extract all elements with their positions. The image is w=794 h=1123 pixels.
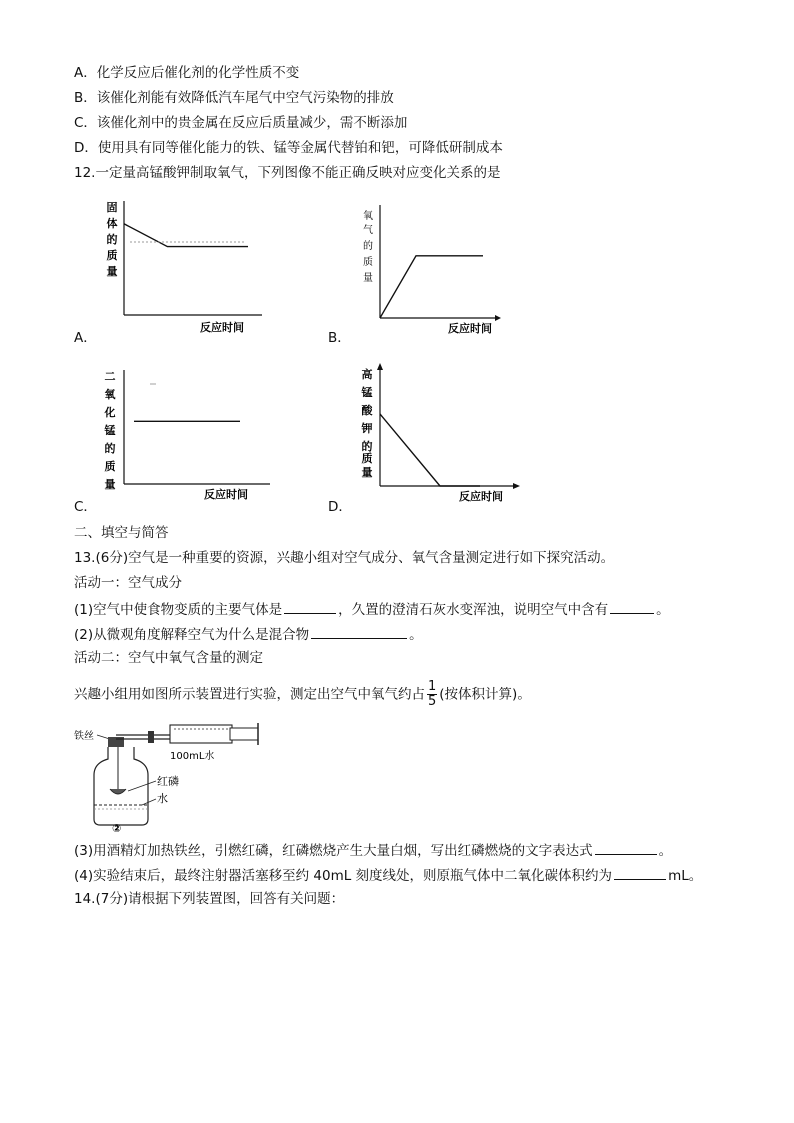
q13-part3-text-b: 。 xyxy=(658,843,673,859)
label-syringe: 100mL水 xyxy=(170,751,215,762)
chart-a-ylabel-char: 固 xyxy=(106,201,118,214)
chart-c-ylabel-char: 质 xyxy=(104,460,116,473)
chart-c-ylabel-char: 的 xyxy=(104,442,116,455)
label-figure-number: ② xyxy=(112,822,122,833)
q13-stem: 13.(6分)空气是一种重要的资源，兴趣小组对空气成分、氧气含量测定进行如下探究活动。 xyxy=(74,550,615,566)
chart-d-xlabel: 反应时间 xyxy=(459,490,503,503)
chart-d-option: D． xyxy=(328,499,352,515)
chart-a-ylabel xyxy=(107,200,118,278)
chart-a xyxy=(100,195,270,335)
chart-d-y-arrow xyxy=(377,363,383,370)
q13-intro-text-a: 兴趣小组用如图所示装置进行实验，测定出空气中氧气约占 xyxy=(74,686,425,703)
chart-d-ylabel xyxy=(361,367,374,479)
q13-activity1: 活动一：空气成分 xyxy=(74,575,182,591)
q13-part1-text-c: 。 xyxy=(656,602,670,618)
chart-b-ylabel-char: 量 xyxy=(363,273,373,284)
chart-d-x-arrow xyxy=(513,483,520,489)
answer-blank-3[interactable] xyxy=(311,624,407,639)
q13-part4 xyxy=(74,865,702,885)
chart-a-ylabel-char: 质 xyxy=(106,249,118,262)
fraction-numerator: 1 xyxy=(428,679,437,694)
chart-d-ylabel-char: 锰 xyxy=(361,386,373,399)
chart-b-option: B． xyxy=(328,330,351,346)
chart-a-ylabel-char: 的 xyxy=(106,233,118,246)
chart-c-ylabel-char: 氧 xyxy=(104,388,116,401)
chart-b-series-line xyxy=(380,256,483,318)
chart-d xyxy=(355,362,525,507)
label-iron-wire: 铁丝 xyxy=(74,731,94,742)
chart-b-xlabel: 反应时间 xyxy=(448,322,492,335)
q11-option-d: D．使用具有同等催化能力的铁、锰等金属代替铂和钯，可降低研制成本 xyxy=(74,140,503,156)
q13-part3-text-a: (3)用酒精灯加热铁丝，引燃红磷，红磷燃烧产生大量白烟，写出红磷燃烧的文字表达式 xyxy=(74,843,593,859)
syringe-barrel xyxy=(170,725,232,743)
chart-b xyxy=(355,205,505,337)
q13-activity2: 活动二：空气中氧气含量的测定 xyxy=(74,650,263,666)
red-phosphorus-leader xyxy=(128,781,156,791)
q13-part1 xyxy=(74,599,670,619)
chart-d-ylabel-char: 酸 xyxy=(361,404,373,417)
chart-d-ylabel-char: 质 xyxy=(361,452,373,465)
q12-stem: 12.一定量高锰酸钾制取氧气，下列图像不能正确反映对应变化关系的是 xyxy=(74,165,501,181)
chart-b-ylabel-char: 气 xyxy=(363,225,373,236)
chart-c-ylabel xyxy=(104,370,117,491)
chart-c-ylabel-char: 锰 xyxy=(104,424,116,437)
section-title: 二、填空与简答 xyxy=(74,525,169,541)
chart-c-xlabel: 反应时间 xyxy=(204,488,248,501)
clamp xyxy=(148,731,154,743)
label-red-phosphorus: 红磷 xyxy=(157,775,179,788)
q13-part4-text-b: mL。 xyxy=(668,868,703,884)
q14-stem: 14.(7分)请根据下列装置图，回答有关问题： xyxy=(74,891,345,907)
q11-option-c: C．该催化剂中的贵金属在反应后质量减少，需不断添加 xyxy=(74,115,408,131)
q11-option-b: B．该催化剂能有效降低汽车尾气中空气污染物的排放 xyxy=(74,90,394,106)
chart-a-option: A． xyxy=(74,330,97,346)
q13-part1-text-b: ，久置的澄清石灰水变浑浊，说明空气中含有 xyxy=(338,602,609,618)
chart-c-ylabel-char: 化 xyxy=(104,406,116,419)
q13-part2 xyxy=(74,624,423,644)
bottle xyxy=(94,747,148,825)
answer-blank-4[interactable] xyxy=(595,840,657,855)
q13-part2-text-b: 。 xyxy=(409,627,423,643)
q13-part2-text-a: (2)从微观角度解释空气为什么是混合物 xyxy=(74,627,310,643)
syringe-plunger xyxy=(230,728,258,740)
chart-b-ylabel-char: 的 xyxy=(363,241,373,252)
q13-part1-text-a: (1)空气中使食物变质的主要气体是 xyxy=(74,602,283,618)
q13-part4-text-a: (4)实验结束后，最终注射器活塞移至约 40mL 刻度线处，则原瓶气体中二氧化碳体积约为 xyxy=(74,868,613,884)
label-water: 水 xyxy=(157,792,168,805)
red-phosphorus-spoon xyxy=(110,789,126,794)
chart-b-ylabel xyxy=(363,209,373,284)
q13-intro xyxy=(74,680,531,709)
chart-c-ylabel-char: 二 xyxy=(104,370,116,383)
chart-a-xlabel: 反应时间 xyxy=(200,321,244,334)
chart-c-option: C． xyxy=(74,499,97,515)
answer-blank-5[interactable] xyxy=(614,865,666,880)
water-leader xyxy=(142,799,156,805)
chart-a-series-line xyxy=(124,224,248,247)
chart-d-ylabel-char: 量 xyxy=(361,466,373,479)
answer-blank-1[interactable] xyxy=(284,599,336,614)
chart-d-ylabel-char: 的 xyxy=(361,440,373,453)
q11-option-a: A．化学反应后催化剂的化学性质不变 xyxy=(74,65,300,81)
chart-c-ylabel-char: 量 xyxy=(104,478,116,491)
q13-intro-text-b: (按体积计算)。 xyxy=(439,686,531,703)
chart-d-ylabel-char: 高 xyxy=(361,368,373,381)
chart-b-x-arrow xyxy=(495,315,501,321)
chart-a-ylabel-char: 量 xyxy=(106,265,118,278)
chart-b-ylabel-char: 质 xyxy=(363,257,373,268)
answer-blank-2[interactable] xyxy=(610,599,654,614)
q13-part3 xyxy=(74,840,672,860)
chart-c xyxy=(100,366,280,506)
chart-b-ylabel-char: 氧 xyxy=(363,211,373,222)
fraction-denominator: 5 xyxy=(428,694,437,709)
chart-d-ylabel-char: 钾 xyxy=(361,422,373,435)
fraction-one-fifth xyxy=(427,680,437,709)
chart-a-ylabel-char: 体 xyxy=(106,217,118,230)
apparatus-diagram xyxy=(72,715,267,833)
chart-d-series-line xyxy=(380,414,480,486)
